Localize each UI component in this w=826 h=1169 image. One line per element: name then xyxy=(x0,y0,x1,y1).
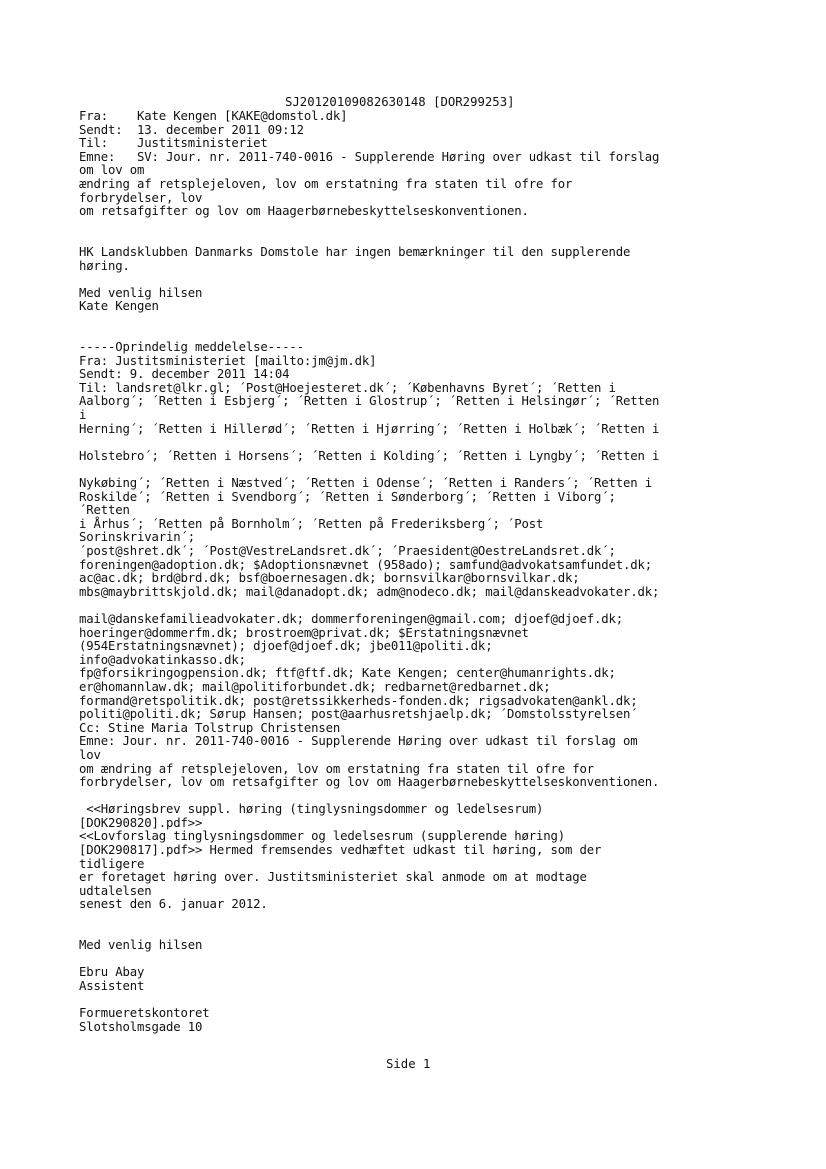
text-line: formand@retspolitik.dk; post@retssikkerheds-fonden.dk; rigsadvokaten@ankl.dk; xyxy=(79,693,638,708)
blank-line xyxy=(79,599,759,613)
text-line: Kate Kengen xyxy=(79,299,159,314)
document-id-header: SJ20120109082630148 [DOR299253] xyxy=(285,95,515,109)
text-line: fp@forsikringogpension.dk; ftf@ftf.dk; Kate Kengen; center@humanrights.dk; xyxy=(79,666,616,681)
blank-line xyxy=(79,994,759,1008)
text-line: Fra: Kate Kengen [KAKE@domstol.dk] xyxy=(79,109,348,123)
text-line: Fra: Justitsministeriet [mailto:jm@jm.dk] xyxy=(79,353,377,368)
blank-line xyxy=(79,463,759,477)
text-line: er foretaget høring over. Justitsministeriet skal anmode om at modtage xyxy=(79,870,587,885)
text-line: Assistent xyxy=(79,979,145,993)
text-line: høring. xyxy=(79,258,130,273)
text-line: Med venlig hilsen xyxy=(79,285,203,300)
text-line: (954Erstatningsnævnet); djoef@djoef.dk; jbe011@politi.dk; xyxy=(79,639,493,654)
text-line: Med venlig hilsen xyxy=(79,938,203,953)
blank-line xyxy=(79,219,759,233)
text-line: Ebru Abay xyxy=(79,965,145,980)
text-line: <<Høringsbrev suppl. høring (tinglysningsdommer og ledelsesrum) xyxy=(79,802,544,817)
blank-line xyxy=(79,328,759,342)
text-line: senest den 6. januar 2012. xyxy=(79,897,268,912)
text-line: Formueretskontoret xyxy=(79,1006,210,1021)
text-line: HK Landsklubben Danmarks Domstole har ingen bemærkninger til den supplerende xyxy=(79,244,631,259)
text-line: i Århus´; ´Retten på Bornholm´; ´Retten på Frederiksberg´; ´Post xyxy=(79,516,544,531)
email-body xyxy=(79,110,759,1034)
blank-line xyxy=(79,953,759,967)
text-line: Aalborg´; ´Retten i Esbjerg´; ´Retten i Glostrup´; ´Retten i Helsingør´; ´Retten xyxy=(79,394,660,409)
text-line: om lov om xyxy=(79,163,145,178)
text-line: om ændring af retsplejeloven, lov om erstatning fra staten til ofre for xyxy=(79,761,594,776)
blank-line xyxy=(79,912,759,926)
blank-line xyxy=(79,273,759,287)
text-line: [DOK290820].pdf>> xyxy=(79,815,203,830)
blank-line xyxy=(79,926,759,940)
page-number: Side 1 xyxy=(386,1057,431,1071)
text-line: ´post@shret.dk´; ´Post@VestreLandsret.dk´; ´Praesident@OestreLandsret.dk´; xyxy=(79,544,616,558)
text-line: Til: Justitsministeriet xyxy=(79,136,268,151)
blank-line xyxy=(79,314,759,328)
text-line: Nykøbing´; ´Retten i Næstved´; ´Retten i Odense´; ´Retten i Randers´; ´Retten i xyxy=(79,476,653,491)
text-line: lov xyxy=(79,747,101,762)
text-line: forbrydelser, lov om retsafgifter og lov om Haagerbørnebeskyttelseskonventionen. xyxy=(79,775,660,790)
text-line: ´Retten xyxy=(79,503,130,518)
text-line: hoeringer@dommerfm.dk; brostroem@privat.dk; $Erstatningsnævnet xyxy=(79,625,529,640)
text-line: Sendt: 9. december 2011 14:04 xyxy=(79,367,290,382)
text-line: Til: landsret@lkr.gl; ´Post@Hoejesteret.dk´; ´Københavns Byret´; ´Retten i xyxy=(79,380,616,395)
text-line: <<Lovforslag tinglysningsdommer og ledelsesrum (supplerende høring) xyxy=(79,829,565,844)
text-line: Slotsholmsgade 10 xyxy=(79,1019,203,1034)
text-line: om retsafgifter og lov om Haagerbørnebeskyttelseskonventionen. xyxy=(79,204,529,219)
text-line: foreningen@adoption.dk; $Adoptionsnævnet (958ado); samfund@advokatsamfundet.dk; xyxy=(79,557,653,572)
text-line: politi@politi.dk; Sørup Hansen; post@aarhusretshjaelp.dk; ´Domstolsstyrelsen´ xyxy=(79,707,638,722)
text-line: info@advokatinkasso.dk; xyxy=(79,652,246,667)
text-line: ac@ac.dk; brd@brd.dk; bsf@boernesagen.dk; bornsvilkar@bornsvilkar.dk; xyxy=(79,571,580,586)
text-line: [DOK290817].pdf>> Hermed fremsendes vedhæftet udkast til høring, som der xyxy=(79,843,602,858)
text-line: mbs@maybrittskjold.dk; mail@danadopt.dk; adm@nodeco.dk; mail@danskeadvokater.dk; xyxy=(79,584,660,599)
text-line: Emne: Jour. nr. 2011-740-0016 - Supplerende Høring over udkast til forslag om xyxy=(79,734,638,749)
text-line: Emne: SV: Jour. nr. 2011-740-0016 - Supplerende Høring over udkast til forslag xyxy=(79,149,660,164)
text-line: Sorinskrivarin´; xyxy=(79,530,196,545)
blank-line xyxy=(79,232,759,246)
text-line: ændring af retsplejeloven, lov om erstatning fra staten til ofre for xyxy=(79,176,573,191)
text-line: Herning´; ´Retten i Hillerød´; ´Retten i Hjørring´; ´Retten i Holbæk´; ´Retten i xyxy=(79,421,660,436)
text-line: mail@danskefamilieadvokater.dk; dommerforeningen@gmail.com; djoef@djoef.dk; xyxy=(79,611,624,626)
text-line: Roskilde´; ´Retten i Svendborg´; ´Retten i Sønderborg´; ´Retten i Viborg´; xyxy=(79,489,616,504)
text-line: Cc: Stine Maria Tolstrup Christensen xyxy=(79,720,341,735)
text-line: forbrydelser, lov xyxy=(79,190,203,205)
text-line: -----Oprindelig meddelelse----- xyxy=(79,340,304,355)
text-line: tidligere xyxy=(79,856,145,871)
text-line: Sendt: 13. december 2011 09:12 xyxy=(79,122,304,137)
text-line: i xyxy=(79,408,87,423)
blank-line xyxy=(79,436,759,450)
text-line: er@homannlaw.dk; mail@politiforbundet.dk; redbarnet@redbarnet.dk; xyxy=(79,679,551,694)
text-line: udtalelsen xyxy=(79,883,152,898)
blank-line xyxy=(79,790,759,804)
text-line: Holstebro´; ´Retten i Horsens´; ´Retten i Kolding´; ´Retten i Lyngby´; ´Retten i xyxy=(79,448,660,463)
